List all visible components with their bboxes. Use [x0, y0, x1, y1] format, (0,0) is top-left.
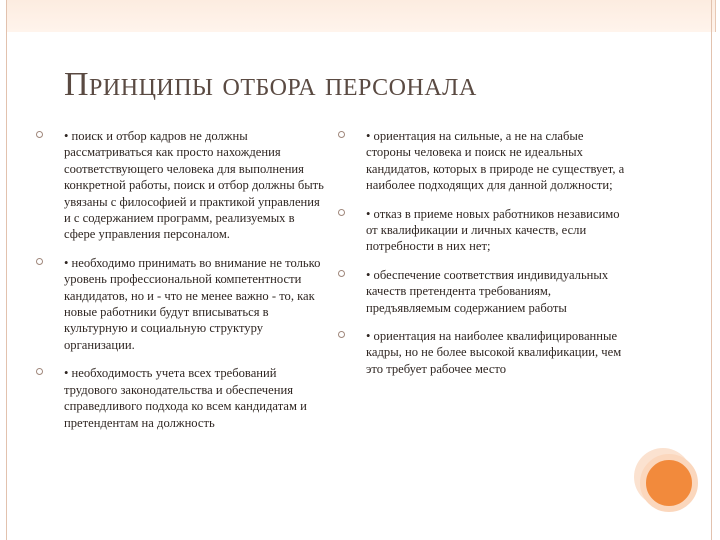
circle-bullet-icon — [338, 209, 345, 216]
slide-title: Принципы отбора персонала — [64, 66, 477, 103]
circle-bullet-icon — [338, 331, 345, 338]
list-item — [338, 206, 628, 255]
right-column — [338, 128, 628, 389]
circle-bullet-icon — [36, 131, 43, 138]
list-item-text: • отказ в приеме новых работников независимо от квалификации и личных качеств, если потребности в них нет; — [366, 206, 620, 254]
list-item-text: • необходимость учета всех требований трудового законодательства и обеспечения справедливого подхода ко всем кандидатам и претендентам на должность — [64, 366, 307, 430]
circle-bullet-icon — [36, 258, 43, 265]
list-item — [36, 365, 326, 431]
left-column — [36, 128, 326, 443]
circle-bullet-icon — [36, 368, 43, 375]
circle-bullet-icon — [338, 131, 345, 138]
list-item — [36, 128, 326, 243]
list-item-text: • ориентация на сильные, а не на слабые стороны человека и поиск не идеальных кандидатов, которых в природе не существует, а наиболее подходящих для данной должности; — [366, 129, 625, 193]
decorative-orange-circle-icon — [640, 454, 698, 512]
circle-bullet-icon — [338, 270, 345, 277]
list-item — [338, 328, 628, 377]
list-item-text: • обеспечение соответствия индивидуальных качеств претендента требованиям, предъявляемым содержанием работы — [366, 267, 609, 315]
list-item — [36, 255, 326, 353]
list-item-text: • необходимо принимать во внимание не только уровень профессиональной компетентности кандидатов, но и - что не менее важно - то, как новые работники будут вписываться в культурную и социальную структуру организации. — [64, 255, 321, 352]
list-item — [338, 128, 628, 194]
list-item — [338, 267, 628, 316]
list-item-text: • поиск и отбор кадров не должны рассматриваться как просто нахождения соответствующего человека для выполнения конкретной работы, поиск и отбор должны быть увязаны с философией и практикой управления и с содержанием программ, реализуемых в сфере управления персоналом. — [64, 129, 324, 242]
list-item-text: • ориентация на наиболее квалифицированные кадры, но не более высокой квалификации, чем это требует рабочее место — [366, 329, 622, 376]
